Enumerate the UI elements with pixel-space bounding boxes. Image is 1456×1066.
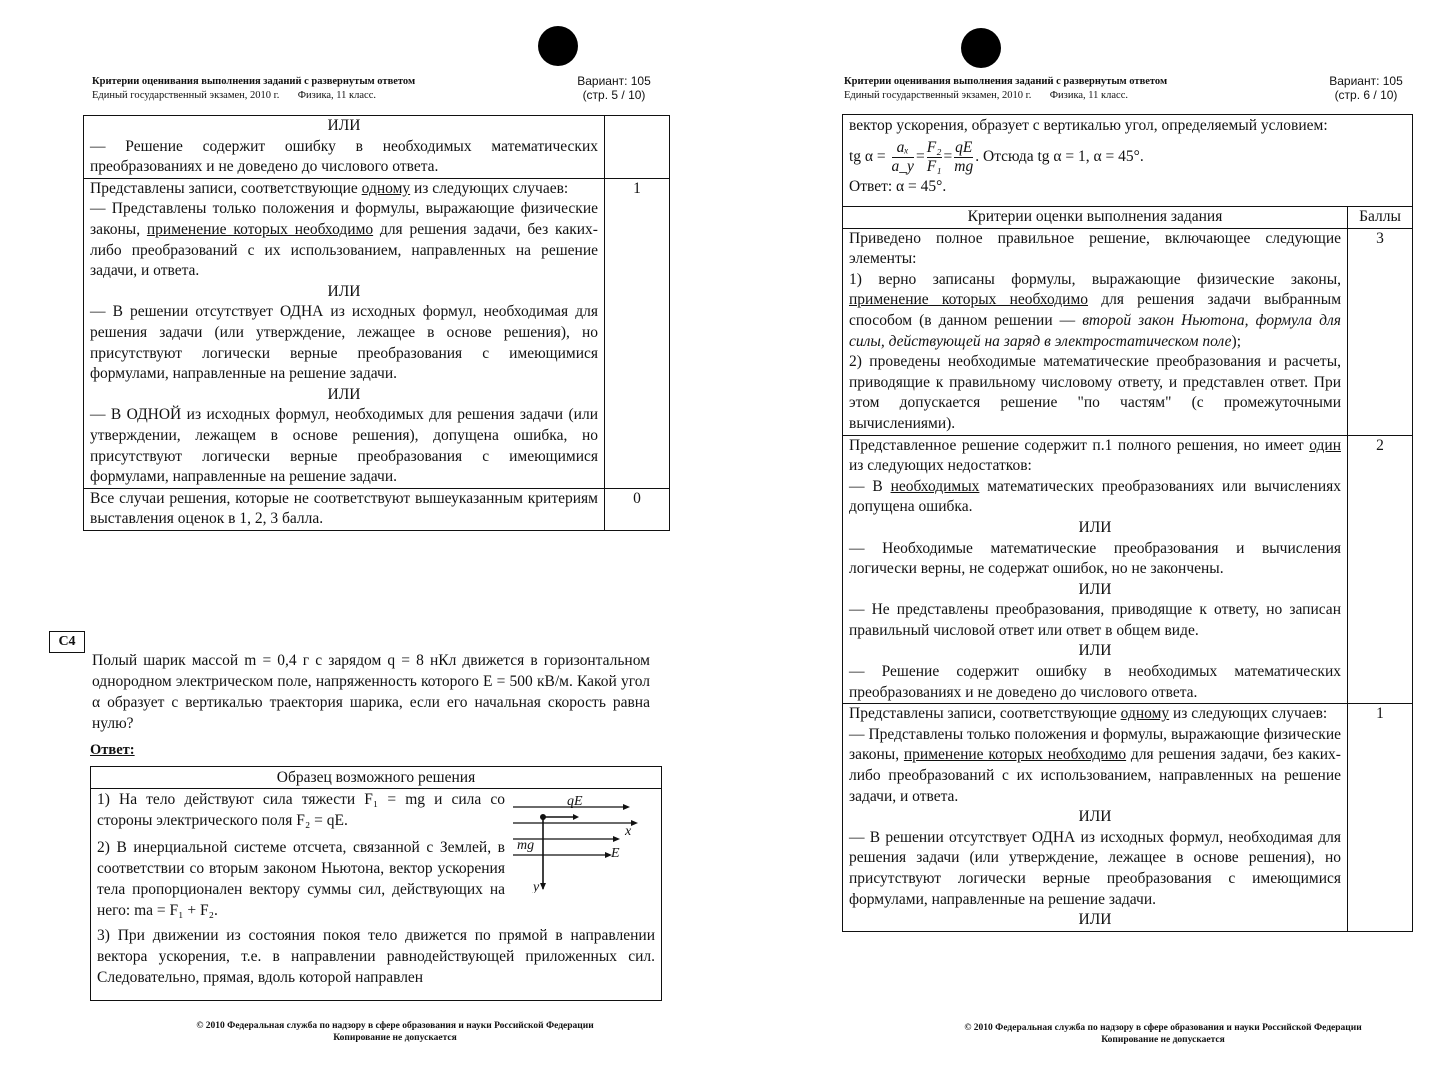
criteria-text: — Решение содержит ошибку в необходимых математических преобразованиях и не доведено до числового ответа. xyxy=(90,137,598,176)
criteria-text: — В xyxy=(849,477,891,495)
criteria-text: из следующих случаев: xyxy=(410,179,569,197)
criteria-text: 1) верно записаны формулы, выражающие физические законы, xyxy=(849,270,1341,288)
criteria-cell xyxy=(843,435,1348,704)
criteria-text: Представленное решение содержит п.1 полного решения, но имеет xyxy=(849,436,1310,454)
denominator: a_y xyxy=(891,158,914,175)
footer-copyright: © 2010 Федеральная служба по надзору в сфере образования и науки Российской Федерации xyxy=(196,1021,594,1031)
page-header xyxy=(844,75,1167,103)
score-cell: 1 xyxy=(1348,704,1413,932)
or-label: ИЛИ xyxy=(1078,808,1112,826)
denominator: F₁ xyxy=(926,158,942,175)
numerator: aₓ xyxy=(892,139,914,158)
criteria-text: — Необходимые математические преобразования и вычисления логически верны, не содержат ошибок, но не закончены. xyxy=(849,539,1341,578)
criteria-text: ); xyxy=(1231,332,1241,350)
criteria-cell xyxy=(843,704,1348,932)
header-page-number: (стр. 6 / 10) xyxy=(1334,88,1398,102)
criteria-text: — Представлены только положения и формулы, выражающие физические законы, xyxy=(90,200,598,238)
header-title: Критерии оценивания выполнения заданий с развернутым ответом xyxy=(92,76,416,87)
solution-step-3: 3) При движении из состояния покоя тело движется по прямой в направлении вектора ускорения, т.е. в направлении равнодействующей приложенных сил. Следовательно, прямая, вдоль которой направлен xyxy=(97,927,655,986)
table-row xyxy=(843,704,1413,932)
header-variant-block xyxy=(568,74,660,102)
formula-text: tg α = xyxy=(849,148,886,166)
criteria-text: из следующих недостатков: xyxy=(849,457,1032,475)
criteria-text: — Представлены только положения и формулы, выражающие физические законы, xyxy=(849,725,1341,764)
solution-body xyxy=(91,789,661,988)
task-text: Полый шарик массой m = 0,4 г с зарядом q = 8 нКл движется в горизонтальном однородном электрическом поле, напряженность которого E = 500 кВ/м. Какой угол α образует с вертикалью траектория шарика, если его начальная скорость равна нулю? xyxy=(92,652,650,732)
footer-copy-note: Копирование не допускается xyxy=(333,1033,457,1043)
solution-step-1: 1) На тело действуют сила тяжести F₁ = mg и сила со стороны электрического поля F₂ = qE. xyxy=(97,791,505,829)
column-header: Баллы xyxy=(1348,207,1413,229)
criteria-text: Представлены записи, соответствующие xyxy=(849,705,1121,723)
criteria-underlined: применение которых необходимо xyxy=(849,291,1089,309)
table-header-row xyxy=(843,207,1413,229)
right-page xyxy=(728,0,1456,1066)
score-cell: 3 xyxy=(1348,228,1413,435)
page-footer xyxy=(878,1022,1448,1046)
criteria-text: — В ОДНОЙ из исходных формул, необходимых для решения задачи (или утверждении, лежащем в основе решения), допущена ошибка, но присутствуют логически верные преобразования с имеющимися формулами, направленные на решение задачи. xyxy=(90,406,598,486)
solution-title: Образец возможного решения xyxy=(91,767,661,789)
criteria-table xyxy=(842,206,1413,932)
solution-text: вектор ускорения, образует с вертикалью угол, определяемый условием: xyxy=(849,117,1328,134)
criteria-italic: второй закон Ньютона, формула для силы, действующей на заряд в электростатическом поле xyxy=(849,311,1341,350)
or-label: ИЛИ xyxy=(1078,580,1112,598)
column-header: Критерии оценки выполнения задания xyxy=(843,207,1348,229)
fig-label-mg: mg xyxy=(517,838,535,853)
criteria-cell: Все случаи решения, которые не соответствуют вышеуказанным критериям выставления оценок в 1, 2, 3 балла. xyxy=(84,488,605,530)
score-cell: 2 xyxy=(1348,435,1413,704)
fig-label-qE: qE xyxy=(567,794,583,809)
criteria-text: для решения задачи, без каких-либо преобразований с их использованием, направленных на решение задачи, и ответа. xyxy=(849,746,1341,805)
page-footer xyxy=(110,1020,680,1044)
criteria-text: — Не представлены преобразования, приводящие к ответу, но записан правильный числовой ответ или ответ в общем виде. xyxy=(849,601,1341,639)
criteria-text: из следующих случаев: xyxy=(1169,705,1328,723)
criteria-underlined: одному xyxy=(361,179,411,197)
or-label: ИЛИ xyxy=(1078,642,1112,660)
header-variant-block xyxy=(1320,74,1412,102)
criteria-text: Представлены записи, соответствующие xyxy=(90,179,362,197)
fig-label-y: y xyxy=(533,880,540,893)
answer-label: Ответ: xyxy=(90,742,135,758)
criteria-underlined: применение которых необходимо xyxy=(903,746,1127,764)
header-subject: Физика, 11 класс. xyxy=(297,90,376,101)
table-row xyxy=(843,228,1413,435)
numerator: F₂ xyxy=(926,139,942,156)
criteria-text: — В решении отсутствует ОДНА из исходных формул, необходимая для решения задачи (или утверждение, лежащее в основе решения), но присутствуют логически верные преобразования с имеющимися формулами, направленные на решение задачи. xyxy=(90,303,598,383)
header-title: Критерии оценивания выполнения заданий с развернутым ответом xyxy=(844,76,1168,87)
fig-label-E: E xyxy=(611,846,620,861)
numerator: qE xyxy=(955,139,973,156)
score-cell: 1 xyxy=(605,178,670,488)
force-diagram xyxy=(513,793,639,893)
criteria-text: 2) проведены необходимые математические преобразования и расчеты, приводящие к правильному числовому ответу, и представлен ответ. При этом допускается решение "по частям" (с промежуточными вычислениями). xyxy=(849,353,1341,432)
solution-box xyxy=(90,766,662,1001)
solution-continuation xyxy=(842,114,1413,206)
or-label: ИЛИ xyxy=(1078,911,1112,929)
criteria-table xyxy=(83,115,670,531)
table-row xyxy=(84,116,670,179)
header-page-number: (стр. 5 / 10) xyxy=(582,88,646,102)
formula-line: tg α = $\frac{\text{aₓ}}{a\_y}$ = $\frac{\text{F₂}}{\text{F₁}}$ = $\frac{qE}{mg}$ . Отсюда tg α = 1, α = 45°. xyxy=(849,139,1144,175)
score-cell: 0 xyxy=(605,488,670,530)
criteria-underlined: необходимых xyxy=(890,477,980,495)
header-variant: Вариант: 105 xyxy=(577,74,651,88)
score-cell xyxy=(605,116,670,179)
criteria-underlined: одному xyxy=(1120,705,1170,723)
header-subtitle: Единый государственный экзамен, 2010 г. xyxy=(844,90,1032,101)
formula-text: . Отсюда tg α = 1, α = 45°. xyxy=(975,148,1144,166)
criteria-text: — В решении отсутствует ОДНА из исходных формул, необходимая для решения задачи (или утверждение, лежащее в основе решения), но присутствуют логически верные преобразования с имеющимися формулами, направленные на решение задачи. xyxy=(849,828,1341,908)
fraction xyxy=(927,139,942,176)
criteria-cell xyxy=(84,178,605,488)
criteria-cell xyxy=(84,116,605,179)
or-label: ИЛИ xyxy=(1078,518,1112,536)
denominator: mg xyxy=(954,158,974,175)
criteria-text: Приведено полное правильное решение, включающее следующие элементы: xyxy=(849,229,1341,268)
punch-hole-icon xyxy=(538,26,578,66)
footer-copyright: © 2010 Федеральная служба по надзору в сфере образования и науки Российской Федерации xyxy=(964,1023,1362,1033)
or-label: ИЛИ xyxy=(327,117,361,134)
criteria-text: для решения задачи выбранным способом (в данном решении — xyxy=(849,291,1341,329)
or-label: ИЛИ xyxy=(327,385,361,403)
table-row xyxy=(843,435,1413,704)
or-label: ИЛИ xyxy=(327,282,361,300)
header-subject: Физика, 11 класс. xyxy=(1049,90,1128,101)
footer-copy-note: Копирование не допускается xyxy=(1101,1035,1225,1045)
table-row xyxy=(84,178,670,488)
criteria-text: математических преобразованиях или вычислениях допущена ошибка. xyxy=(849,477,1341,516)
solution-step-2: 2) В инерциальной системе отсчета, связанной с Землей, в соответствии со вторым законом Ньютона, вектор ускорения тела пропорционален вектору суммы сил, действующих на него: ma = F₁ + F₂. xyxy=(97,839,505,919)
fig-label-x: x xyxy=(625,824,632,839)
punch-hole-icon xyxy=(961,28,1001,68)
table-row xyxy=(84,488,670,530)
criteria-underlined: один xyxy=(1309,436,1341,454)
fraction xyxy=(954,139,973,176)
task-label: C4 xyxy=(49,631,85,653)
fraction xyxy=(892,139,914,176)
criteria-cell xyxy=(843,228,1348,435)
answer-text: Ответ: α = 45°. xyxy=(849,178,947,195)
criteria-underlined: применение которых необходимо xyxy=(146,220,374,238)
header-subtitle: Единый государственный экзамен, 2010 г. xyxy=(92,90,280,101)
page-header xyxy=(92,75,415,103)
header-variant: Вариант: 105 xyxy=(1329,74,1403,88)
criteria-text: для решения задачи, без каких-либо преобразований с их использованием, направленных на решение задачи, и ответа. xyxy=(90,220,598,280)
criteria-text: — Решение содержит ошибку в необходимых математических преобразованиях и не доведено до числового ответа. xyxy=(849,663,1341,701)
